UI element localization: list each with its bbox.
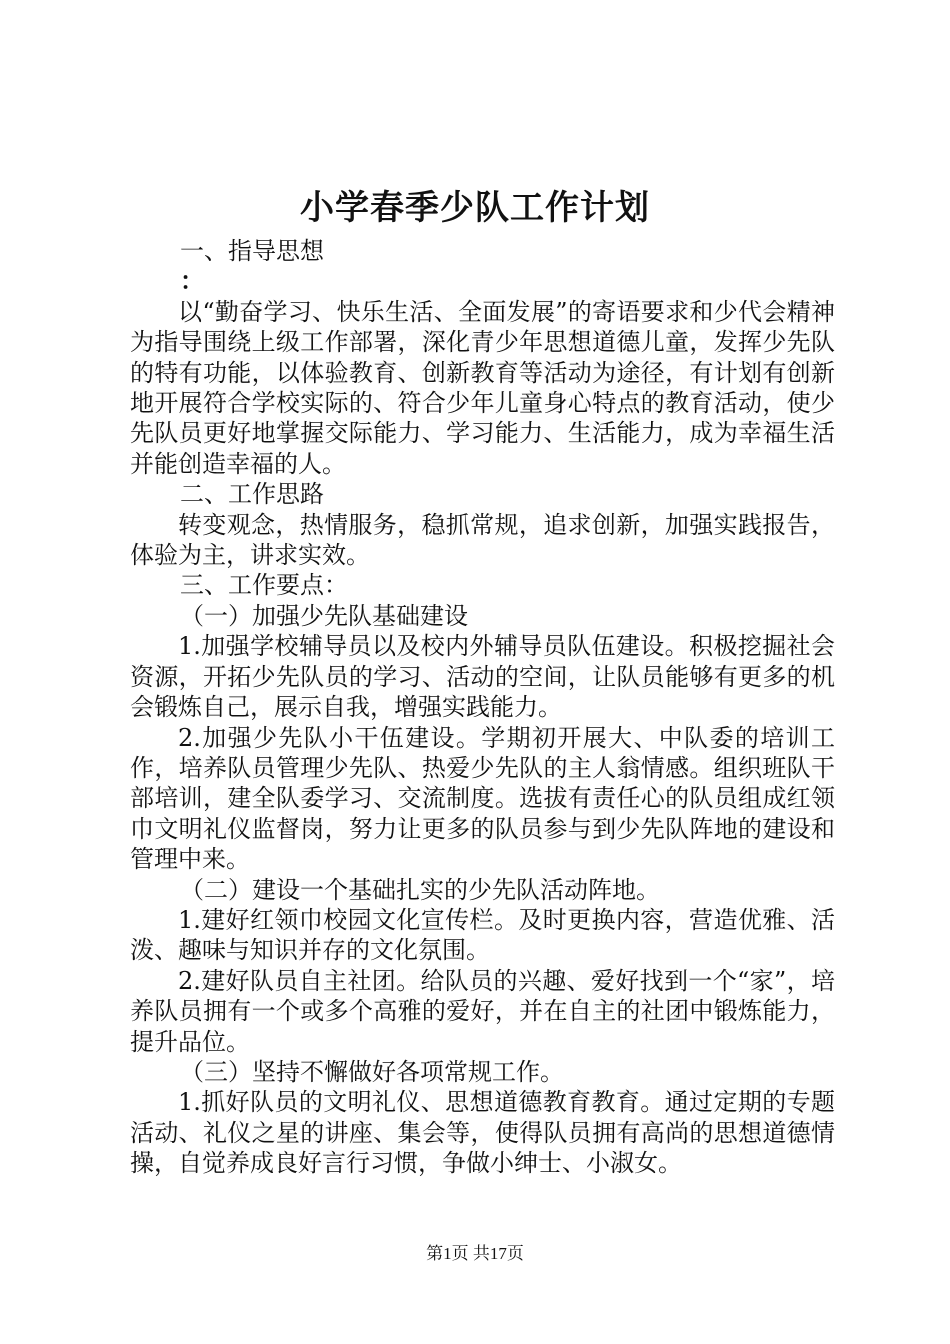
document-title: 小学春季少队工作计划 — [300, 188, 650, 228]
section-heading-work-approach: 二、工作思路 — [180, 480, 324, 509]
paragraph-item-4: 2.建好队员自主社团。给队员的兴趣、爱好找到一个“家”，培养队员拥有一个或多个高雅的爱好，并在自主的社团中锻炼能力，提升品位。 — [130, 966, 835, 1056]
paragraph-guiding-thought: 以“勤奋学习、快乐生活、全面发展”的寄语要求和少代会精神为指导围绕上级工作部署，深化青少年思想道德儿童，发挥少先队的特有功能，以体验教育、创新教育等活动为途径，有计划有创新地开展符合学校实际的、符合少年儿童身心特点的教育活动，使少先队员更好地掌握交际能力、学习能力、生活能力，成为幸福生活并能创造幸福的人。 — [130, 297, 835, 478]
paragraph-item-5: 1.抓好队员的文明礼仪、思想道德教育教育。通过定期的专题活动、礼仪之星的讲座、集会等，使得队员拥有高尚的思想道德情操，自觉养成良好言行习惯，争做小绅士、小淑女。 — [130, 1088, 835, 1178]
subsection-heading-activity-base: （二）建设一个基础扎实的少先队活动阵地。 — [180, 875, 660, 904]
colon-mark: ： — [180, 266, 204, 296]
subsection-heading-foundation: （一）加强少先队基础建设 — [180, 601, 468, 630]
subsection-heading-routine-work: （三）坚持不懈做好各项常规工作。 — [180, 1057, 564, 1086]
document-body — [130, 236, 835, 1179]
paragraph-item-3: 1.建好红领巾校园文化宣传栏。及时更换内容，营造优雅、活泼、趣味与知识并存的文化氛围。 — [130, 905, 835, 965]
paragraph-item-2: 2.加强少先队小干伍建设。学期初开展大、中队委的培训工作，培养队员管理少先队、热爱少先队的主人翁情感。组织班队干部培训，建全队委学习、交流制度。选拔有责任心的队员组成红领巾文明礼仪监督岗，努力让更多的队员参与到少先队阵地的建设和管理中来。 — [130, 723, 835, 874]
section-heading-guiding-thought: 一、指导思想 — [180, 237, 324, 265]
section-heading-key-points: 三、工作要点： — [180, 571, 348, 600]
paragraph-work-approach: 转变观念，热情服务，稳抓常规，追求创新，加强实践报告，体验为主，讲求实效。 — [130, 510, 835, 570]
paragraph-item-1: 1.加强学校辅导员以及校内外辅导员队伍建设。积极挖掘社会资源，开拓少先队员的学习、活动的空间，让队员能够有更多的机会锻炼自己，展示自我，增强实践能力。 — [130, 632, 835, 722]
page-footer: 第1页 共17页 — [426, 1244, 524, 1263]
